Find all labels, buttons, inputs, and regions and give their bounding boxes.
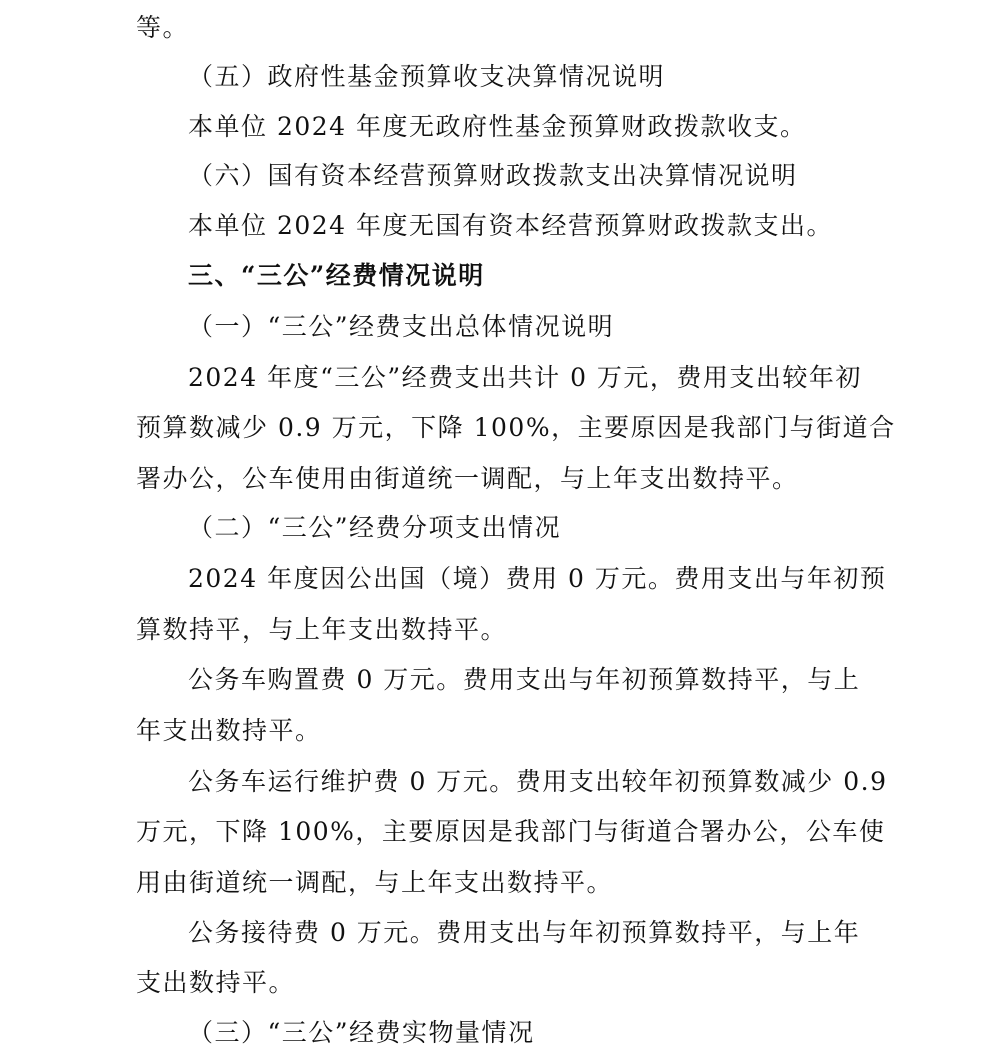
paragraph-text: 预算数减少 0.9 万元，下降 100%，主要原因是我部门与街道合 — [136, 413, 896, 442]
paragraph-text: 万元，下降 100%，主要原因是我部门与街道合署办公，公车使 — [136, 817, 886, 846]
subsection-heading-1: （一）“三公”经费支出总体情况说明 — [188, 312, 615, 341]
paragraph-text: 公务车购置费 0 万元。费用支出与年初预算数持平，与上 — [188, 665, 861, 694]
subsection-heading-6: （六）国有资本经营预算财政拨款支出决算情况说明 — [188, 161, 798, 190]
subsection-heading-3: （三）“三公”经费实物量情况 — [188, 1018, 535, 1047]
paragraph-text: 公务车运行维护费 0 万元。费用支出较年初预算数减少 0.9 — [188, 767, 888, 796]
paragraph-text: 算数持平，与上年支出数持平。 — [136, 615, 508, 644]
paragraph-text: 本单位 2024 年度无国有资本经营预算财政拨款支出。 — [188, 211, 834, 240]
paragraph-text: 公务接待费 0 万元。费用支出与年初预算数持平，与上年 — [188, 918, 861, 947]
paragraph-text: 年支出数持平。 — [136, 716, 322, 745]
paragraph-text: 支出数持平。 — [136, 968, 296, 997]
subsection-heading-5: （五）政府性基金预算收支决算情况说明 — [188, 62, 666, 91]
section-heading-3: 三、“三公”经费情况说明 — [188, 261, 485, 290]
paragraph-text: 2024 年度“三公”经费支出共计 0 万元，费用支出较年初 — [188, 363, 862, 392]
paragraph-text: 2024 年度因公出国（境）费用 0 万元。费用支出与年初预 — [188, 564, 887, 593]
paragraph-text: 本单位 2024 年度无政府性基金预算财政拨款收支。 — [188, 112, 807, 141]
subsection-heading-2: （二）“三公”经费分项支出情况 — [188, 513, 562, 542]
paragraph-continuation: 等。 — [136, 13, 190, 42]
paragraph-text: 署办公，公车使用由街道统一调配，与上年支出数持平。 — [136, 464, 799, 493]
paragraph-text: 用由街道统一调配，与上年支出数持平。 — [136, 868, 614, 897]
